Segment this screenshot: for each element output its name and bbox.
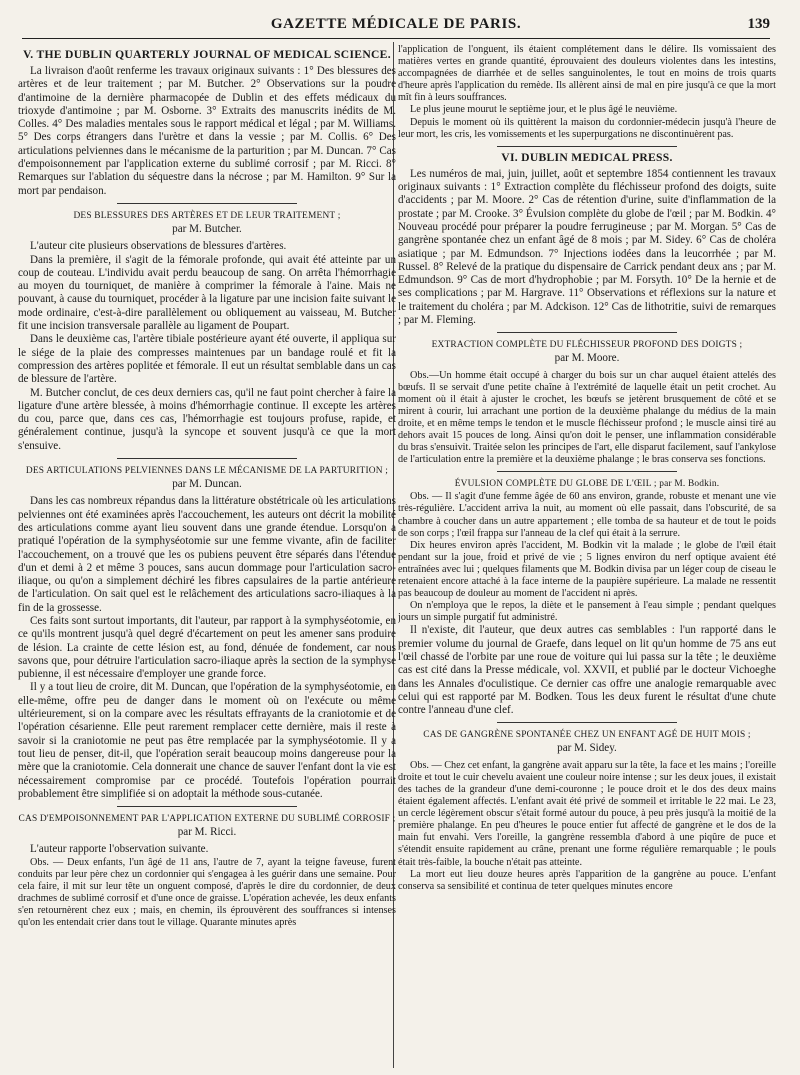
- separator: [117, 458, 297, 459]
- article-title-ricci: CAS D'EMPOISONNEMENT PAR L'APPLICATION EXTERNE DU SUBLIMÉ CORROSIF ;: [18, 814, 396, 825]
- separator: [117, 806, 297, 807]
- article-author-sidey: par M. Sidey.: [557, 742, 617, 755]
- article-title-duncan: DES ARTICULATIONS PELVIENNES DANS LE MÉCANISME DE LA PARTURITION ;: [25, 466, 389, 477]
- article-title-bodkin: ÉVULSION COMPLÈTE DU GLOBE DE L'ŒIL ; par M. Bodkin.: [454, 479, 720, 490]
- separator: [497, 722, 677, 723]
- section-title-v: V. THE DUBLIN QUARTERLY JOURNAL OF MEDICAL SCIENCE.: [23, 48, 391, 61]
- article-author-butcher: par M. Butcher.: [172, 222, 242, 235]
- paragraph: Dans la première, il s'agit de la fémorale profonde, qui avait été atteinte par un coup de couteau. L'individu avait perdu beaucoup de sang. On arrêta l'hémorrhagie au moyen du tourniquet, de manière à comprimer la fémorale à l'aine. Mais ne pouvant, à cause du tourniquet, procéder à la ligature par une incision faite suivant le mode ordinaire, c'est-à-dire parallèlement ou obliquement au vaisseau, M. Butcher fit une incision transversale parallèle au ligament de Poupart.: [18, 253, 396, 333]
- page-header: [22, 14, 770, 39]
- page-number: 139: [747, 16, 770, 32]
- paragraph: Ces faits sont surtout importants, dit l'auteur, par rapport à la symphyséotomie, en ce qu'ils montrent jusqu'à quel degré d'écartement on peut les amener sans produire de lésion. La crainte de cette lésion est, au fond, dénuée de fondement, car nous savons que, pour détruire l'articulation sacro-iliaque après la section de la symphyse pubienne, il est nécessaire d'employer une grande force.: [18, 614, 396, 681]
- separator: [497, 471, 677, 472]
- left-column: [18, 44, 396, 1066]
- article-title-butcher: DES BLESSURES DES ARTÈRES ET DE LEUR TRAITEMENT ;: [73, 210, 341, 221]
- paragraph: Il y a tout lieu de croire, dit M. Duncan, que l'opération de la symphyséotomie, en elle-même, offre peu de danger dans le moment où on l'exécute ou même ultérieurement, si on la compare avec les résultats effrayants de la craniotomie et de l'opération césarienne. Elle peut rarement remplacer cette dernière, mais il reste à savoir si la craniotomie ne peut pas être remplacée par la symphyséotomie. Il y a tout lieu de penser, dit-il, que l'opération serait beaucoup moins dangereuse pour la mère que la craniotomie. Cela donnerait une chance de sauver l'enfant dont la vie est nécessairement compromise par ce procédé. Toutefois l'opération pourrait probablement être simplifiée si on adoptait la méthode sous-cutanée.: [18, 681, 396, 800]
- section-title-vi: VI. DUBLIN MEDICAL PRESS.: [501, 150, 673, 164]
- article-author-ricci: par M. Ricci.: [177, 826, 237, 839]
- section-vi-intro: Les numéros de mai, juin, juillet, août et septembre 1854 contiennent les travaux originaux suivants : 1° Extraction complète du fléchisseur profond des doigts, suite d'accidents ; par M. Moore. 2° Cas de rétention d'urine, suite d'inflammation de la prostate ; par M. Crooke. 3° Évulsion complète du globe de l'œil ; par M. Bodkin. 4° Nouveau procédé pour préparer la poudre ferrugineuse ; par M. Morgan. 5° Cas de gangrène spontanée chez un enfant âgé de 8 mois ; par M. Sidey. 6° Cas de choléra asiatique ; par M. Edmundson. 7° Injections iodées dans la leucorrhée ; par M. Russel. 8° Relevé de la pratique du dispensaire de Carrick pendant deux ans ; par M. Edmundson. 9° Cas de mort d'hydrophobie ; par M. Forsyth. 10° De la hernie et de ses complications ; par M. Hargrave. 11° Observations et réflexions sur la nature et le traitement du choléra ; par M. Adckison. 12° Cas de lithotritie, suivi de remarques ; par M. Fleming.: [398, 167, 776, 327]
- observation-continued: l'application de l'onguent, ils étaient complétement dans le délire. Ils vomissaient des matières vertes en grande quantité, éprouvaient des douleurs violentes dans les intestins, accompagnées de diarrhée et de selles sanguinolentes, le tout en moins de trois quarts d'heure après l'application du remède. Ils allèrent ainsi de mal en pire jusqu'à ce que la mort mît fin à leurs souffrances.: [398, 44, 776, 104]
- paragraph: Dans le deuxième cas, l'artère tibiale postérieure ayant été ouverte, il appliqua sur le siége de la plaie des compresses maintenues par un bandage roulé et fit la compression des artères poplitée et fémorale. Il eut un résultat semblable dans un cas de blessure de l'artère.: [18, 333, 396, 386]
- paragraph: L'auteur cite plusieurs observations de blessures d'artères.: [30, 240, 287, 253]
- paragraph: M. Butcher conclut, de ces deux derniers cas, qu'il ne faut point chercher à faire la ligature d'une artère blessée, à moins d'hémorrhagie continue. Il excepte les artères du cou, parce que, dans ces cas, l'hémorrhagie est toujours profuse, rapide, et généralement continue, jusqu'à la syncope et souvent jusqu'à ce que la mort s'ensuive.: [18, 386, 396, 452]
- article-title-sidey: CAS DE GANGRÈNE SPONTANÉE CHEZ UN ENFANT AGÉ DE HUIT MOIS ;: [423, 730, 751, 741]
- observation-paragraph: Dix heures environ après l'accident, M. Bodkin vit la malade ; le globe de l'œil était pendant sur la joue, froid et privé de vie ; 5 lignes environ du nerf optique avaient été entraînées avec lui ; quelques filaments que M. Bodkin divisa par un léger coup de ciseau le retenaient encore attaché à la face interne de la paupière supérieure. La malade ne ressentit pas beaucoup de douleur au moment de l'accident ni après.: [398, 539, 776, 600]
- observation-paragraph: Obs. — Il s'agit d'une femme âgée de 60 ans environ, grande, robuste et menant une vie très-régulière. L'accident arriva la nuit, au moment où elle passait, dans l'obscurité, de sa chambre à coucher dans un autre appartement ; elle tomba de sa hauteur et de tout le poids de son corps ; l'œil frappa sur l'anneau de la clef qui était à la serrure.: [398, 491, 776, 539]
- separator: [497, 146, 677, 147]
- observation-paragraph: Obs. — Chez cet enfant, la gangrène avait apparu sur la tête, la face et les mains ; l'oreille droite et tout le cuir chevelu avaient une couleur noire intense ; sur les deux joues, il existait des taches de la grandeur d'une demi-couronne ; le pouce droit et le dos des deux mains étaient également affectés. L'enfant avait été privé de sommeil et irritable le 22 mai. Le 23, un cercle légèrement obscur s'était formé autour du pouce, à peu près jusqu'à la moitié de la première phalange. En peu d'heures le pouce entier fut affecté de gangrène et le dos de la main fut envahi. Vers l'oreille, la gangrène ressembla d'abord à une piqûre de puce et s'étendit ensuite rapidement au crâne, prenant une forme régulière remarquable ; le pouls était très-faible, la bouche n'était pas atteinte.: [398, 759, 776, 868]
- separator: [497, 332, 677, 333]
- separator: [117, 203, 297, 204]
- observation-paragraph: Obs. — Deux enfants, l'un âgé de 11 ans, l'autre de 7, ayant la teigne faveuse, furent conduits par leur père chez un cordonnier qui s'engagea à les guérir dans une semaine. Pour cela faire, il mit sur leur tête un onguent composé, d'après le dire du cordonnier, de deux drachmes de sublimé corrosif et d'une once de graisse. L'opération achevée, les deux enfants s'en retournèrent chez eux ; mais, en chemin, ils éprouvèrent des souffrances si intenses qu'on les entendait crier dans tout le village. Quarante minutes après: [18, 856, 396, 929]
- observation-paragraph: Depuis le moment où ils quittèrent la maison du cordonnier-médecin jusqu'à l'heure de leur mort, les cris, les vomissements et les superpurgations ne discontinuèrent pas.: [398, 116, 776, 140]
- article-author-moore: par M. Moore.: [554, 352, 620, 365]
- running-title: GAZETTE MÉDICALE DE PARIS.: [270, 16, 522, 32]
- paragraph: Dans les cas nombreux répandus dans la littérature obstétricale où les articulations pelviennes ont été examinées après l'accouchement, les auteurs ont décrit la mobilité des articulations comme ayant lieu souvent dans une grande étendue. Lorsqu'on a pratiqué l'opération de la symphyséotomie sur une femme vivante, afin de faciliter l'accouchement, on a trouvé que les os pubiens peuvent être séparés dans l'étendue d'un et demi à 2 et même 3 pouces, sans aucun dommage pour l'articulation sacro-iliaque, ou qu'on a simplement déchiré les fibres capsulaires de la partie antérieure de l'articulation. On sait quel est le relâchement des articulations sacro-iliaques à la fin de la grossesse.: [18, 495, 396, 614]
- observation-paragraph: On n'employa que le repos, la diète et le pansement à l'eau simple ; pendant quelques jours un simple purgatif fut administré.: [398, 600, 776, 624]
- right-column: [398, 44, 776, 1066]
- paragraph: L'auteur rapporte l'observation suivante.: [30, 843, 209, 856]
- article-title-moore: EXTRACTION COMPLÈTE DU FLÉCHISSEUR PROFOND DES DOIGTS ;: [431, 340, 743, 351]
- observation-paragraph: La mort eut lieu douze heures après l'apparition de la gangrène au pouce. L'enfant conserva sa sensibilité et continua de teter quelques minutes encore: [398, 868, 776, 892]
- observation-paragraph: Le plus jeune mourut le septième jour, et le plus âgé le neuvième.: [410, 104, 678, 116]
- article-author-duncan: par M. Duncan.: [172, 478, 242, 491]
- paragraph: Il n'existe, dit l'auteur, que deux autres cas semblables : l'un rapporté dans le premier volume du journal de Graefe, dans lequel on lit qu'un homme de 75 ans eut l'œil chassé de l'orbite par une roue de voiture qui lui passa sur la tête ; le deuxième cas est cité dans la Presse médicale, vol. XXVII, et publié par le docteur Vichoeghe dans les Annales d'oculistique. Ce dernier cas offre une analogie remarquable avec celui qui est rapporté par M. Bodken. Tous les deux furent le résultat d'une chute contre l'anneau d'une clef.: [398, 624, 776, 717]
- observation-paragraph: Obs.—Un homme était occupé à charger du bois sur un char auquel étaient attelés des bœufs. Il se servait d'une petite chaîne à l'extrémité de laquelle était un petit crochet. Au moment où il était à ajuster le crochet, les bœufs se jetèrent brusquement de côté et se mirent à courir, lui arrachant une portion de la deuxième phalange du médius de la main droite, et en même temps le tendon et le muscle fléchisseur profond ; le muscle ainsi tiré au dehors avait 15 pouces de long. Ainsi qu'on doit le penser, une inflammation considérable du bras s'ensuivit. Traitée selon les principes de l'art, elle disparut facilement, sauf l'ankylose de l'articulation entre la première et la deuxième phalange ; le bras conserva ses fonctions.: [398, 369, 776, 466]
- section-v-intro: La livraison d'août renferme les travaux originaux suivants : 1° Des blessures des artères et de leur traitement ; par M. Butcher. 2° Observations sur la poudre d'antimoine de la dernière pharmacopée de Dublin et des effets médicaux du trioxyde d'antimoine ; par M. Osborne. 3° Extraits des manuscrits inédits de M. Colles. 4° Des maladies mentales sous le rapport médical et légal ; par M. Williams. 5° Des corps étrangers dans l'urètre et dans la vessie ; par M. Collis. 6° Des articulations pelviennes dans le mécanisme de la parturition ; par M. Duncan. 7° Cas d'empoisonnement par l'application externe du sublimé corrosif ; par M. Ricci. 8° Remarques sur l'ablation du séquestre dans la nécrose ; par M. Hamilton. 9° Sur la mort par pendaison.: [18, 65, 396, 197]
